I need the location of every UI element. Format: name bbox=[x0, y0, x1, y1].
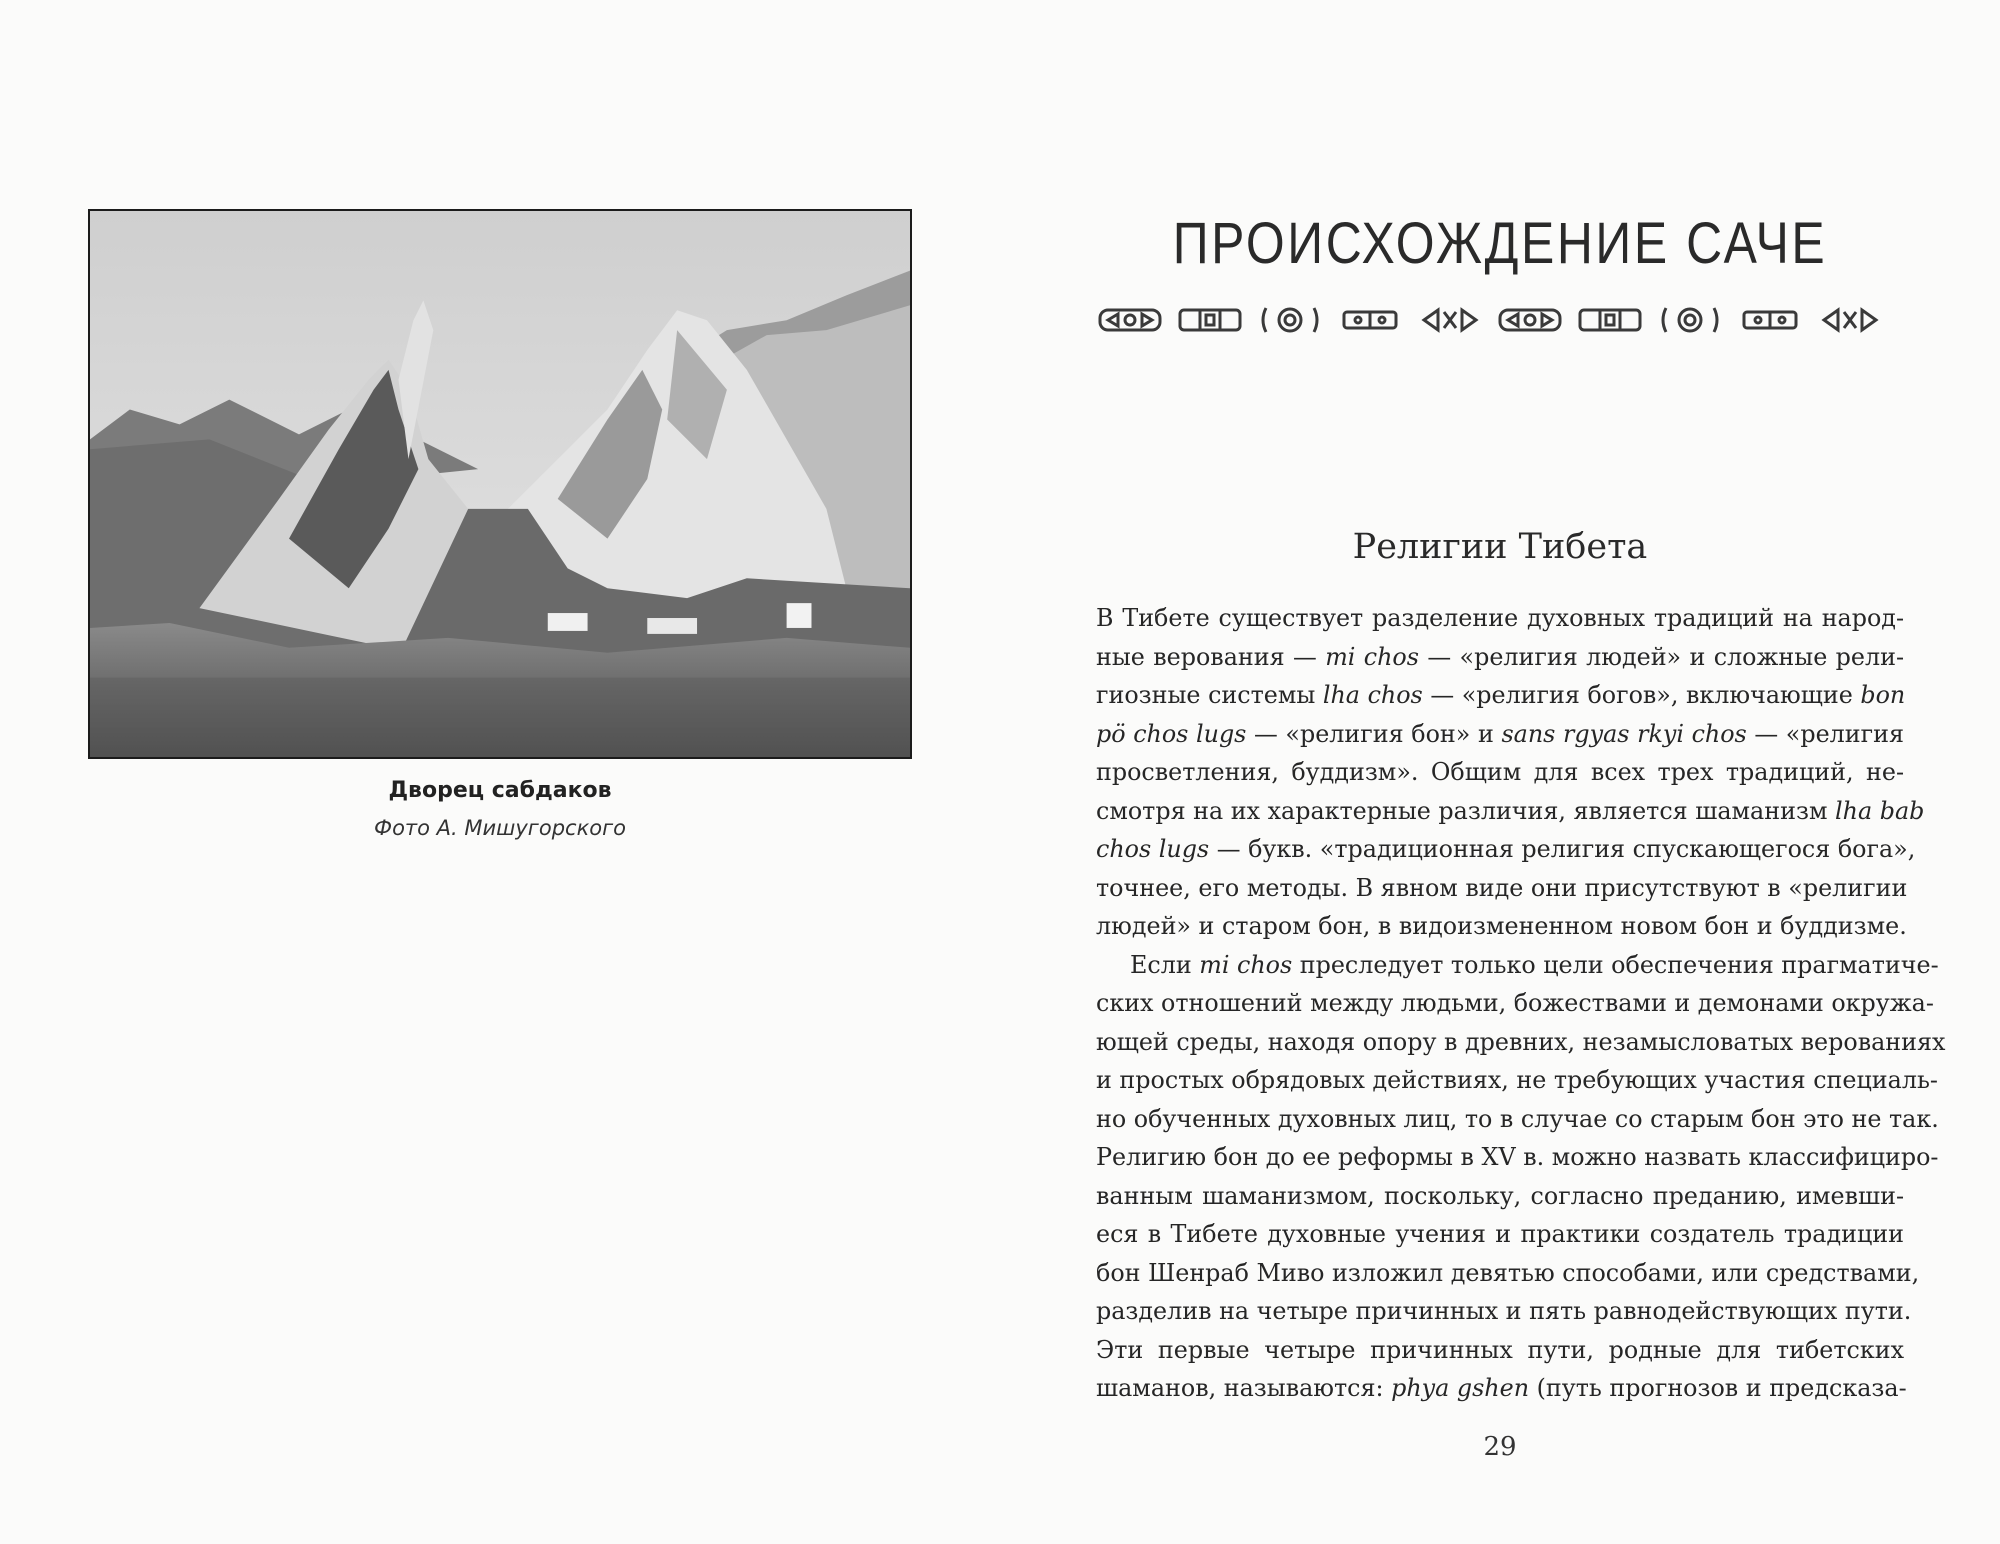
ornament-glyph bbox=[1663, 308, 1717, 332]
text-line: Если mi chos преследует только цели обеспечения прагматиче- bbox=[1130, 950, 1939, 979]
text-line: ванным шаманизмом, поскольку, согласно преданию, имевши- bbox=[1096, 1181, 1904, 1210]
text-line: ющей среды, находя опору в древних, незамысловатых верованиях bbox=[1096, 1027, 1946, 1056]
ornament-glyph bbox=[1125, 315, 1135, 325]
photo-caption-credit: Фото А. Мишугорского bbox=[374, 816, 626, 840]
text-line: Религию бон до ее реформы в XV в. можно назвать классифициро- bbox=[1096, 1143, 1939, 1171]
text-line: шаманов, называются: phya gshen (путь прогнозов и предсказа- bbox=[1096, 1374, 1907, 1402]
text-line: просветления, буддизм». Общим для всех трех традиций, не- bbox=[1096, 758, 1904, 786]
ornament-glyph bbox=[1824, 310, 1876, 330]
text-line: смотря на их характерные различия, является шаманизм lha bab bbox=[1096, 796, 1925, 825]
ornament-glyph bbox=[1285, 315, 1295, 325]
ornament-glyph bbox=[1206, 315, 1214, 325]
ornament-glyph bbox=[1263, 308, 1317, 332]
ornament-glyph bbox=[1279, 309, 1301, 331]
section-title: Религии Тибета bbox=[1352, 527, 1648, 567]
mountain-photo bbox=[88, 209, 912, 759]
ornament-glyph bbox=[1355, 317, 1361, 323]
text-line: pö chos lugs — «религия бон» и sans rgyas rkyi chos — «религия bbox=[1096, 719, 1905, 748]
ornament-glyph bbox=[1525, 315, 1535, 325]
text-line: В Тибете существует разделение духовных традиций на народ- bbox=[1096, 604, 1904, 632]
text-line: и простых обрядовых действиях, не требующих участия специаль- bbox=[1096, 1066, 1938, 1094]
decorative-ornament-band bbox=[1096, 302, 1904, 338]
ornament-glyph bbox=[1755, 317, 1761, 323]
text-line: ные верования — mi chos — «религия людей» и сложные рели- bbox=[1096, 642, 1905, 671]
text-line: людей» и старом бон, в видоизмененном новом бон и буддизме. bbox=[1096, 912, 1907, 940]
ornament-glyph bbox=[1606, 315, 1614, 325]
ornament-glyph bbox=[1779, 317, 1785, 323]
ornament-glyph bbox=[1685, 315, 1695, 325]
photo-caption-title: Дворец сабдаков bbox=[388, 778, 612, 803]
text-line: бон Шенраб Миво изложил девятью способами, или средствами, bbox=[1096, 1258, 1920, 1287]
ornament-glyph bbox=[1424, 310, 1476, 330]
text-line: chos lugs — букв. «традиционная религия спускающегося бога», bbox=[1096, 835, 1916, 863]
text-line: ских отношений между людьми, божествами и демонами окружа- bbox=[1096, 989, 1934, 1017]
ornament-glyph bbox=[1379, 317, 1385, 323]
chapter-title: ПРОИСХОЖДЕНИЕ САЧЕ bbox=[1172, 211, 1828, 276]
ornament-glyph bbox=[1180, 310, 1240, 330]
text-line: разделив на четыре причинных и пять равнодействующих пути. bbox=[1096, 1297, 1912, 1325]
right-page bbox=[1000, 0, 2000, 1544]
text-line: но обученных духовных лиц, то в случае со старым бон это не так. bbox=[1096, 1104, 1939, 1133]
body-text bbox=[1096, 599, 1946, 1408]
ornament-glyph bbox=[1580, 310, 1640, 330]
ornament-glyph bbox=[1679, 309, 1701, 331]
text-line: Эти первые четыре причинных пути, родные для тибетских bbox=[1096, 1335, 1904, 1364]
text-line: гиозные системы lha chos — «религия богов», включающие bon bbox=[1096, 681, 1906, 709]
page-number: 29 bbox=[1483, 1432, 1517, 1462]
paragraph-1 bbox=[1096, 599, 1925, 946]
photo-landscape-illustration bbox=[90, 211, 910, 757]
text-line: точнее, его методы. В явном виде они присутствуют в «религии bbox=[1096, 873, 1908, 902]
text-line: еся в Тибете духовные учения и практики создатель традиции bbox=[1096, 1220, 1904, 1248]
paragraph-2 bbox=[1096, 946, 1946, 1408]
